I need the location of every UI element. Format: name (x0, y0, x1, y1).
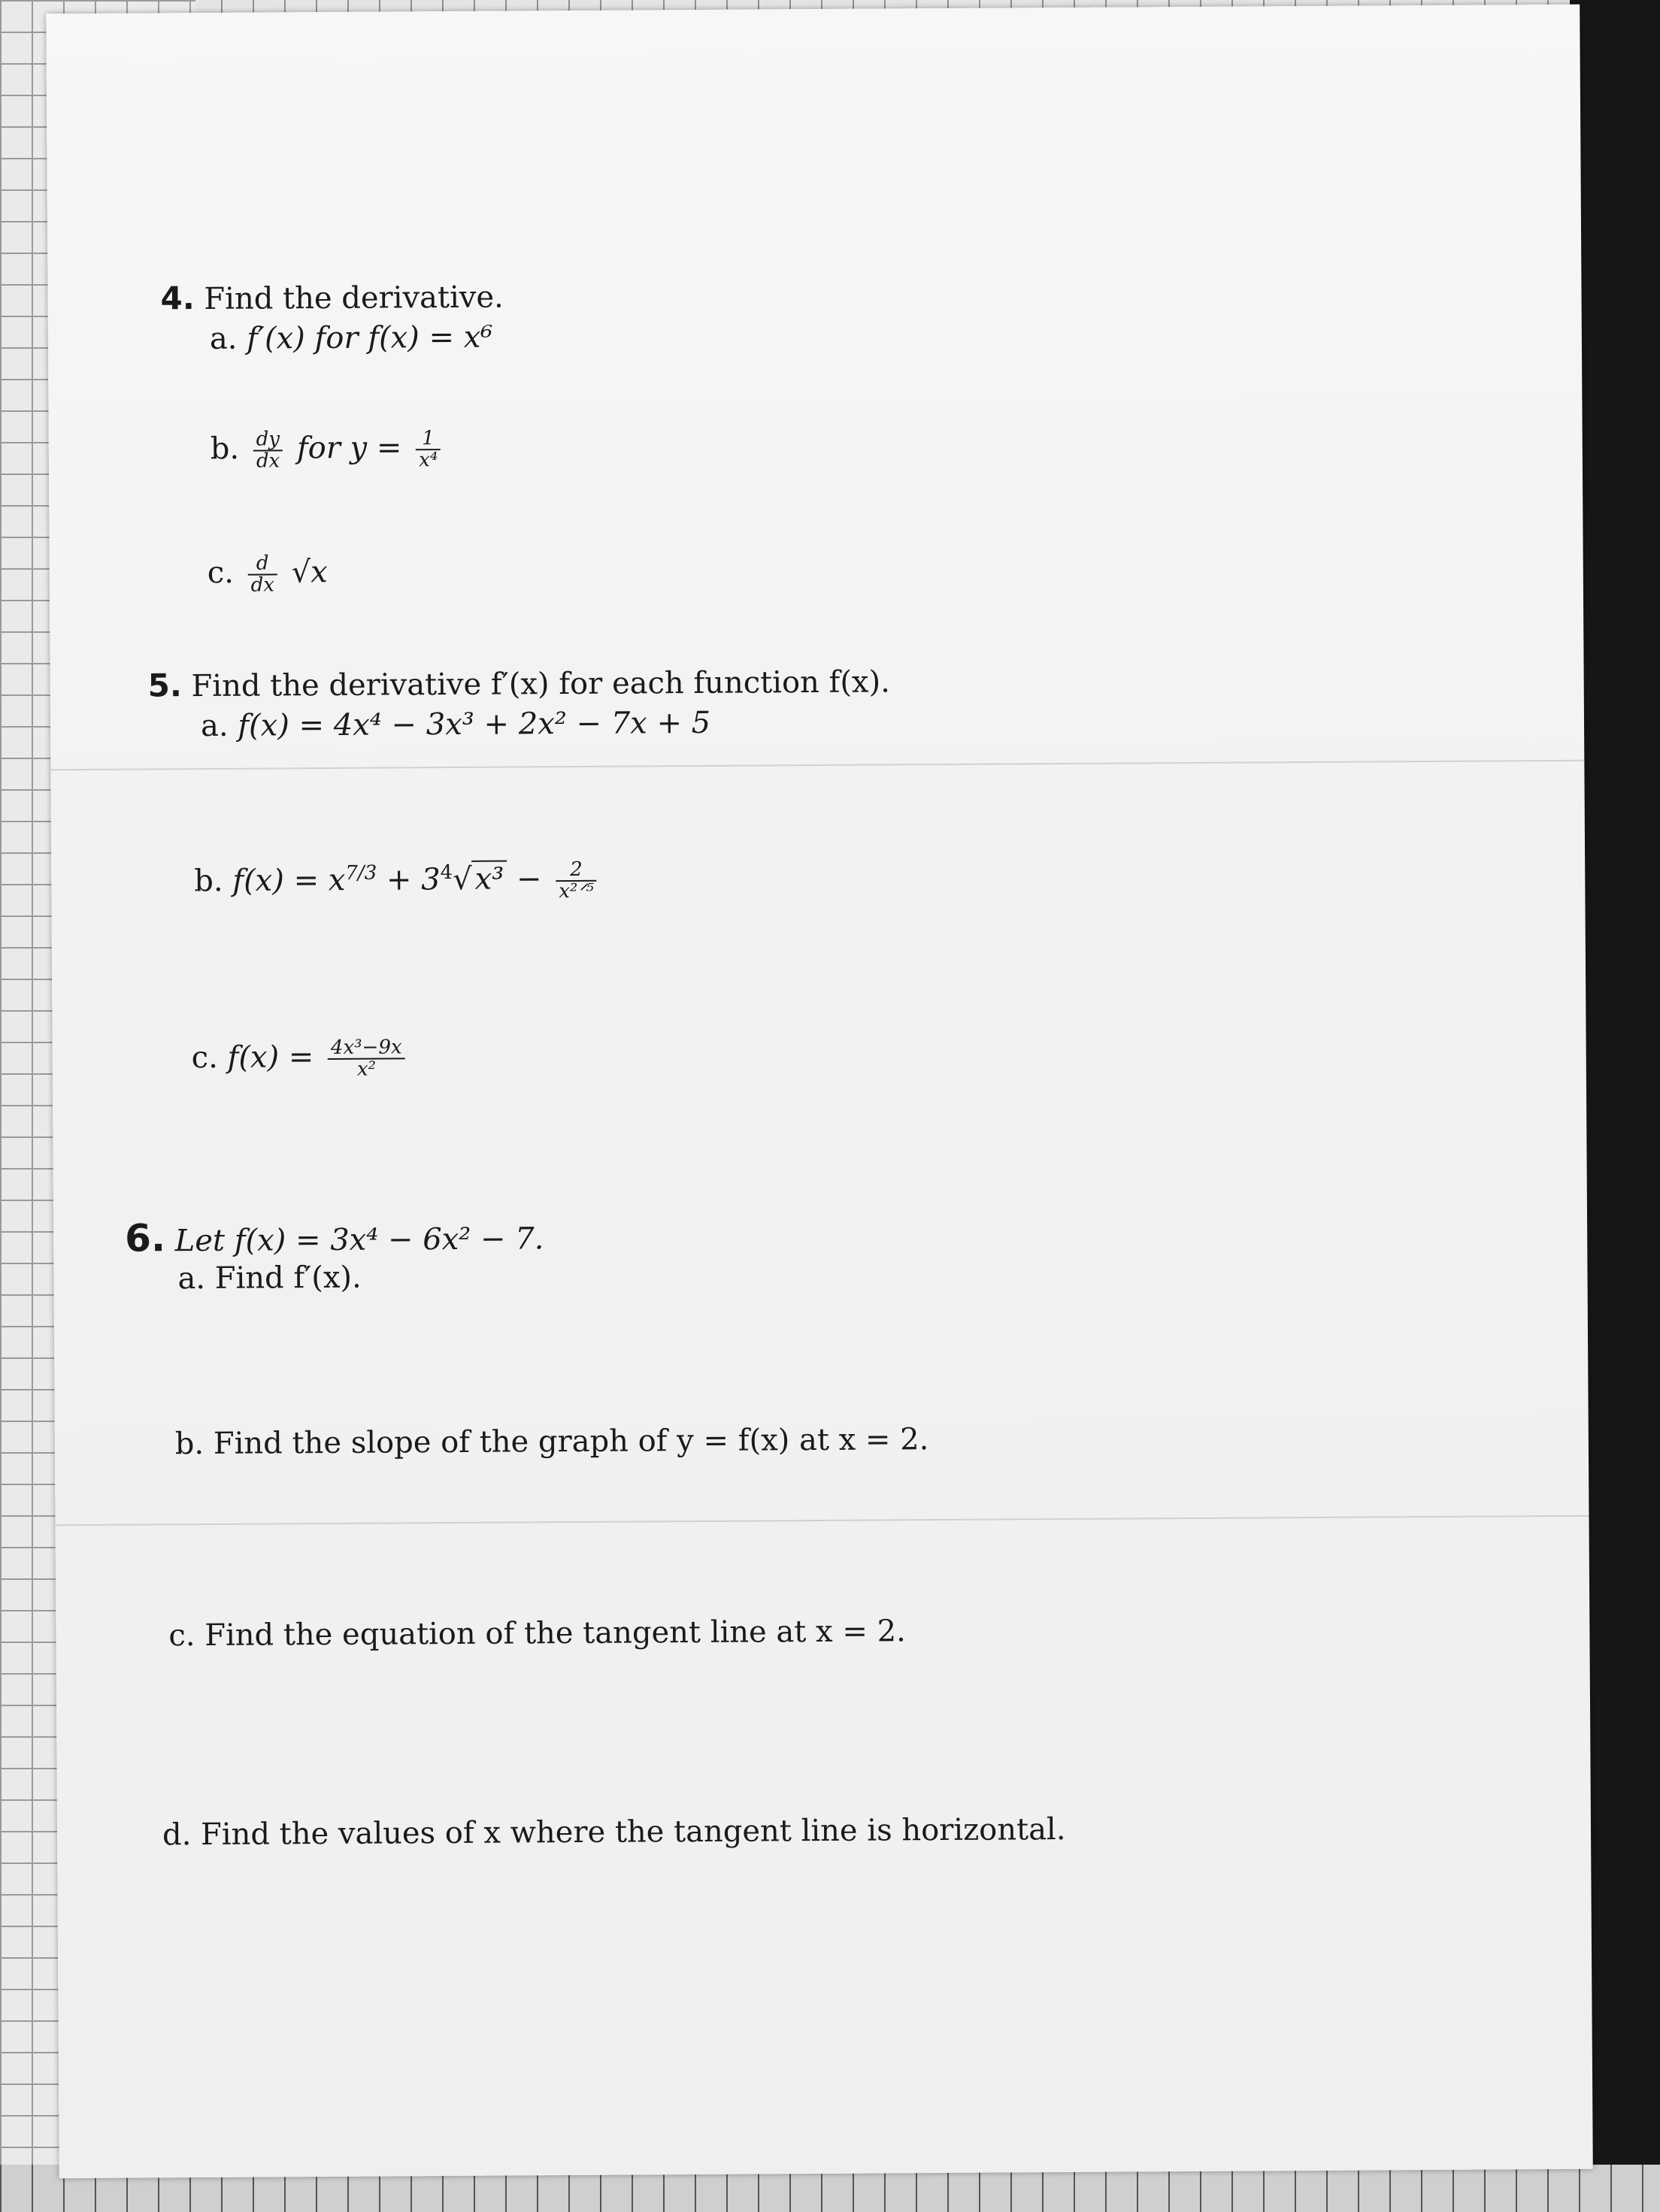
q5c-frac-den: x² (356, 1058, 377, 1082)
q6d-label: d. (162, 1817, 192, 1853)
q6d (162, 1811, 1066, 1853)
q4c-expr: √x (291, 555, 328, 590)
q4b-fraction2 (416, 428, 441, 471)
q5b-mid: + 3 (377, 862, 441, 897)
q6d-text: Find the values of x where the tangent line is horizontal. (200, 1812, 1066, 1853)
q5-prompt: Find the derivative f′(x) for each function f(x). (191, 664, 891, 704)
q5b-exponent: 7/3 (345, 861, 377, 885)
q5a (201, 705, 710, 744)
q5a-label: a. (200, 708, 229, 744)
q4c-fraction (247, 553, 277, 596)
worksheet-page (46, 5, 1593, 2178)
q5b (194, 860, 601, 905)
q4-heading (160, 278, 504, 318)
q5b-minus: − (516, 861, 552, 897)
q4a-label: a. (209, 321, 238, 356)
q5b-root-index: 4 (440, 861, 453, 885)
q5b-fraction (556, 860, 597, 903)
q6a (177, 1260, 362, 1297)
q6c-label: c. (168, 1618, 195, 1654)
q6-heading (125, 1213, 544, 1260)
q4c-frac-num: d (247, 553, 277, 576)
q4b-fraction (253, 429, 283, 472)
worksheet-content (46, 5, 1593, 2178)
q4b (211, 428, 446, 473)
q6b-label: b. (174, 1427, 204, 1462)
q5c-fraction (328, 1037, 405, 1080)
q6c (168, 1613, 906, 1654)
q4c (208, 553, 328, 597)
q5c-frac-num: 4x³−9x (328, 1037, 405, 1060)
q5b-root-body: x³ (472, 861, 507, 897)
q6a-label: a. (177, 1260, 206, 1297)
q4-prompt: Find the derivative. (204, 280, 504, 316)
q5c-expr-start: f(x) = (227, 1039, 314, 1076)
q5b-expr-start: f(x) = x (232, 863, 346, 899)
q4b-text: for y = (296, 430, 402, 466)
radical-sign-icon: √ (453, 862, 472, 897)
q4-number: 4. (160, 280, 195, 317)
q6b-text: Find the slope of the graph of y = f(x) at x = 2. (213, 1422, 929, 1461)
q5-number: 5. (147, 667, 183, 704)
q5c-label: c. (191, 1040, 218, 1076)
q5-heading (148, 662, 890, 704)
q5b-frac-den: x²ᐟ⁵ (559, 880, 594, 903)
q4b-frac2-den: x⁴ (419, 449, 438, 472)
q4c-label: c. (207, 555, 235, 591)
q5a-expr: f(x) = 4x⁴ − 3x³ + 2x² − 7x + 5 (238, 705, 711, 743)
q4b-label: b. (210, 431, 240, 467)
q6-number: 6. (125, 1216, 166, 1260)
q6c-text: Find the equation of the tangent line at x = 2. (204, 1614, 906, 1654)
q5c (192, 1037, 410, 1081)
q5b-label: b. (194, 864, 223, 899)
q6-prompt: Let f(x) = 3x⁴ − 6x² − 7. (174, 1221, 544, 1259)
q6b (175, 1421, 929, 1462)
q6a-text: Find f′(x). (214, 1260, 362, 1296)
q4c-frac-den: dx (250, 573, 275, 597)
q4b-frac2-num: 1 (416, 428, 441, 450)
q4b-frac-num: dy (253, 429, 283, 452)
q4b-frac-den: dx (256, 449, 280, 473)
q4a-expr: f′(x) for f(x) = x⁶ (247, 319, 493, 356)
q5b-frac-num: 2 (556, 860, 597, 882)
q4a (210, 319, 493, 357)
